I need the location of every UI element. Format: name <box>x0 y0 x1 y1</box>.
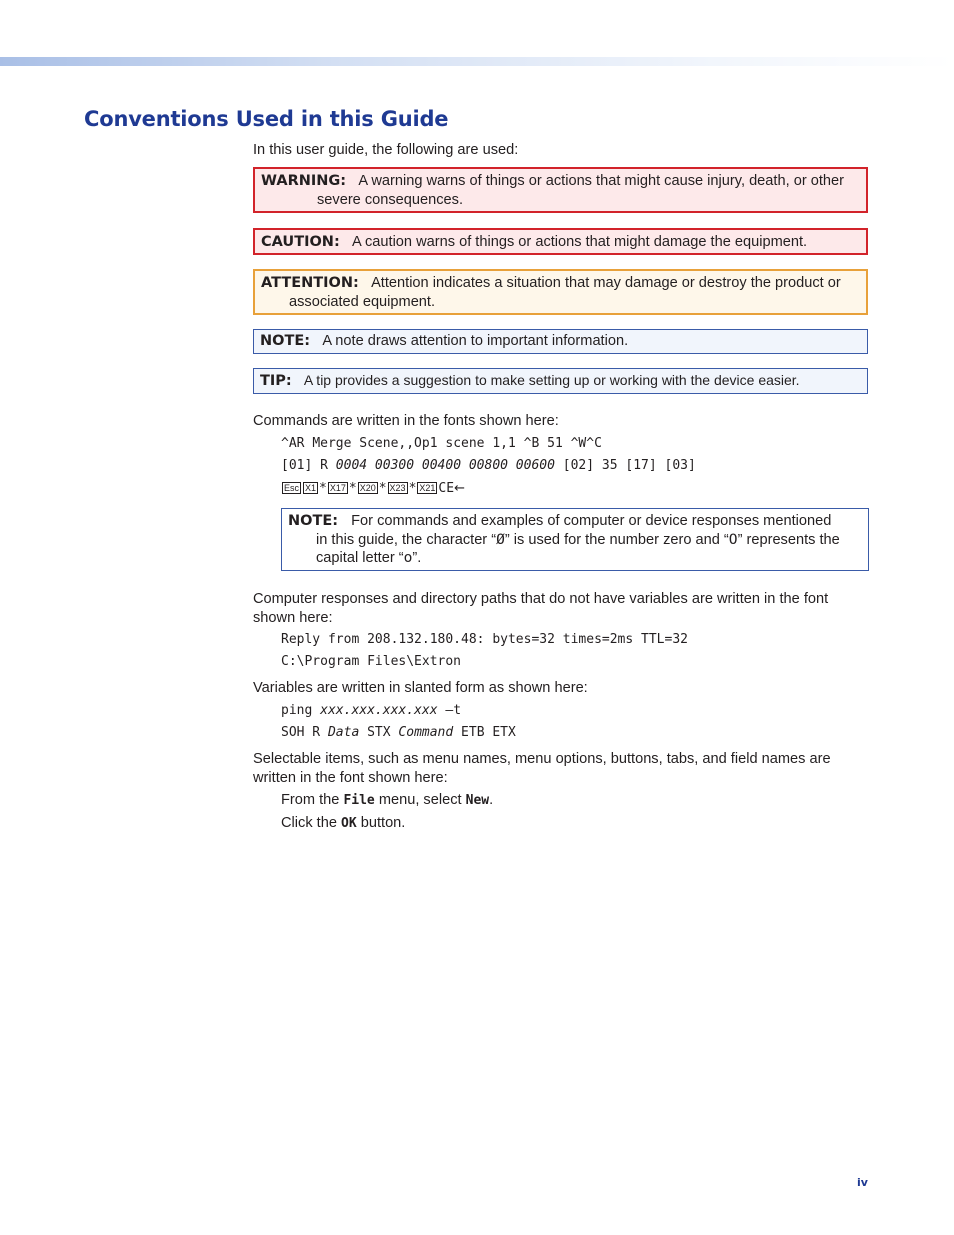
responses-intro: Computer responses and directory paths that do not have variables are written in the font shown here: <box>253 591 829 626</box>
cmd1-a: ^AR <box>281 436 305 451</box>
small-o-char: o <box>403 549 413 566</box>
star-4: * <box>408 481 417 496</box>
note2-text-1: For commands and examples of computer or device responses mentioned <box>351 513 832 529</box>
star-1: * <box>319 481 327 496</box>
click-the-text: Click the <box>281 815 342 831</box>
cmd2-a: [01] R <box>281 458 328 473</box>
from-the-text: From the <box>281 792 344 808</box>
cmd1-c: ^B 51 ^W^C <box>523 436 602 451</box>
page-number: iv <box>857 1176 868 1189</box>
selectable-example-2 <box>281 814 861 834</box>
note-characters <box>281 508 869 571</box>
key-x23: X23 <box>389 483 406 493</box>
note2-label: NOTE: <box>288 513 339 529</box>
key-x21: X21 <box>419 483 436 493</box>
new-option-text: New <box>465 793 490 808</box>
caution-label: CAUTION: <box>261 234 340 250</box>
page-title: Conventions Used in this Guide <box>84 107 449 131</box>
button-text: button. <box>356 815 406 831</box>
stx-text: STX <box>359 725 399 740</box>
warning-text-1: A warning warns of things or actions that might cause injury, death, or other <box>358 173 844 189</box>
cmd1-b: Merge Scene,,Op1 scene 1,1 <box>312 436 516 451</box>
file-menu-text: File <box>343 793 375 808</box>
note-notice <box>253 329 868 354</box>
command-line-2 <box>281 458 696 473</box>
star-2: * <box>348 481 357 496</box>
ping-var: xxx.xxx.xxx.xxx <box>320 703 438 718</box>
command-line-3 <box>281 481 465 496</box>
selectable-example-1 <box>281 791 861 811</box>
caution-text: A caution warns of things or actions that might damage the equipment. <box>352 234 808 250</box>
attention-notice <box>253 269 868 315</box>
ok-button-text: OK <box>341 816 357 831</box>
soh-text: SOH R <box>281 725 328 740</box>
data-var: Data <box>327 725 360 740</box>
variables-intro: Variables are written in slanted form as shown here: <box>253 680 588 696</box>
note2-text-2a: in this guide, the character “ <box>316 531 497 548</box>
response-line-1: Reply from 208.132.180.48: bytes=32 times=2ms TTL=32 <box>281 632 688 647</box>
warning-label: WARNING: <box>261 173 347 189</box>
response-line-2: C:\Program Files\Extron <box>281 654 462 669</box>
cmd2-c: [02] 35 [17] [03] <box>562 458 696 473</box>
warning-text-2: severe consequences. <box>317 191 464 208</box>
etb-text: ETB ETX <box>453 725 516 740</box>
key-x1: X1 <box>305 483 317 493</box>
enter-arrow-icon: ← <box>454 481 465 496</box>
note2-text-3b: ”. <box>412 550 422 566</box>
caution-notice <box>253 228 868 255</box>
cmd2-b: 0004 00300 00400 00800 00600 <box>335 458 555 473</box>
attention-text-1: Attention indicates a situation that may damage or destroy the product or <box>371 275 841 291</box>
menu-select-text: menu, select <box>374 792 466 808</box>
key-x20: X20 <box>359 483 376 493</box>
variable-line-1 <box>281 703 461 718</box>
header-bar <box>0 57 954 66</box>
command-var: Command <box>398 725 454 740</box>
period-text: . <box>489 792 494 808</box>
key-esc: Esc <box>284 483 300 493</box>
variable-line-2 <box>281 725 516 740</box>
warning-notice <box>253 167 868 213</box>
ce-text: CE <box>438 481 455 496</box>
note2-text-3 <box>288 549 862 568</box>
ping-flag: —t <box>437 703 462 718</box>
tip-notice <box>253 368 868 394</box>
note-label: NOTE: <box>260 333 311 349</box>
zero-char: Ø <box>496 530 505 548</box>
ping-cmd: ping <box>281 703 321 718</box>
letter-o-char: O <box>728 530 738 548</box>
note2-text-2 <box>288 531 862 550</box>
key-x17: X17 <box>329 483 346 493</box>
tip-label: TIP: <box>260 373 292 389</box>
note2-text-2c: ” represents the <box>737 531 840 548</box>
tip-text: A tip provides a suggestion to make setting up or working with the device easier. <box>303 372 800 388</box>
selectable-intro: Selectable items, such as menu names, menu options, buttons, tabs, and field names are written in the font shown here: <box>253 751 831 786</box>
attention-text-2: associated equipment. <box>289 293 436 310</box>
intro-text: In this user guide, the following are used: <box>253 142 519 158</box>
note2-text-2b: ” is used for the number zero and “ <box>504 531 729 548</box>
command-line-1 <box>281 436 602 451</box>
note2-text-3a: capital letter “ <box>316 550 404 566</box>
note-text: A note draws attention to important information. <box>322 333 629 349</box>
attention-label: ATTENTION: <box>261 275 359 291</box>
star-3: * <box>378 481 387 496</box>
commands-intro: Commands are written in the fonts shown here: <box>253 413 559 429</box>
